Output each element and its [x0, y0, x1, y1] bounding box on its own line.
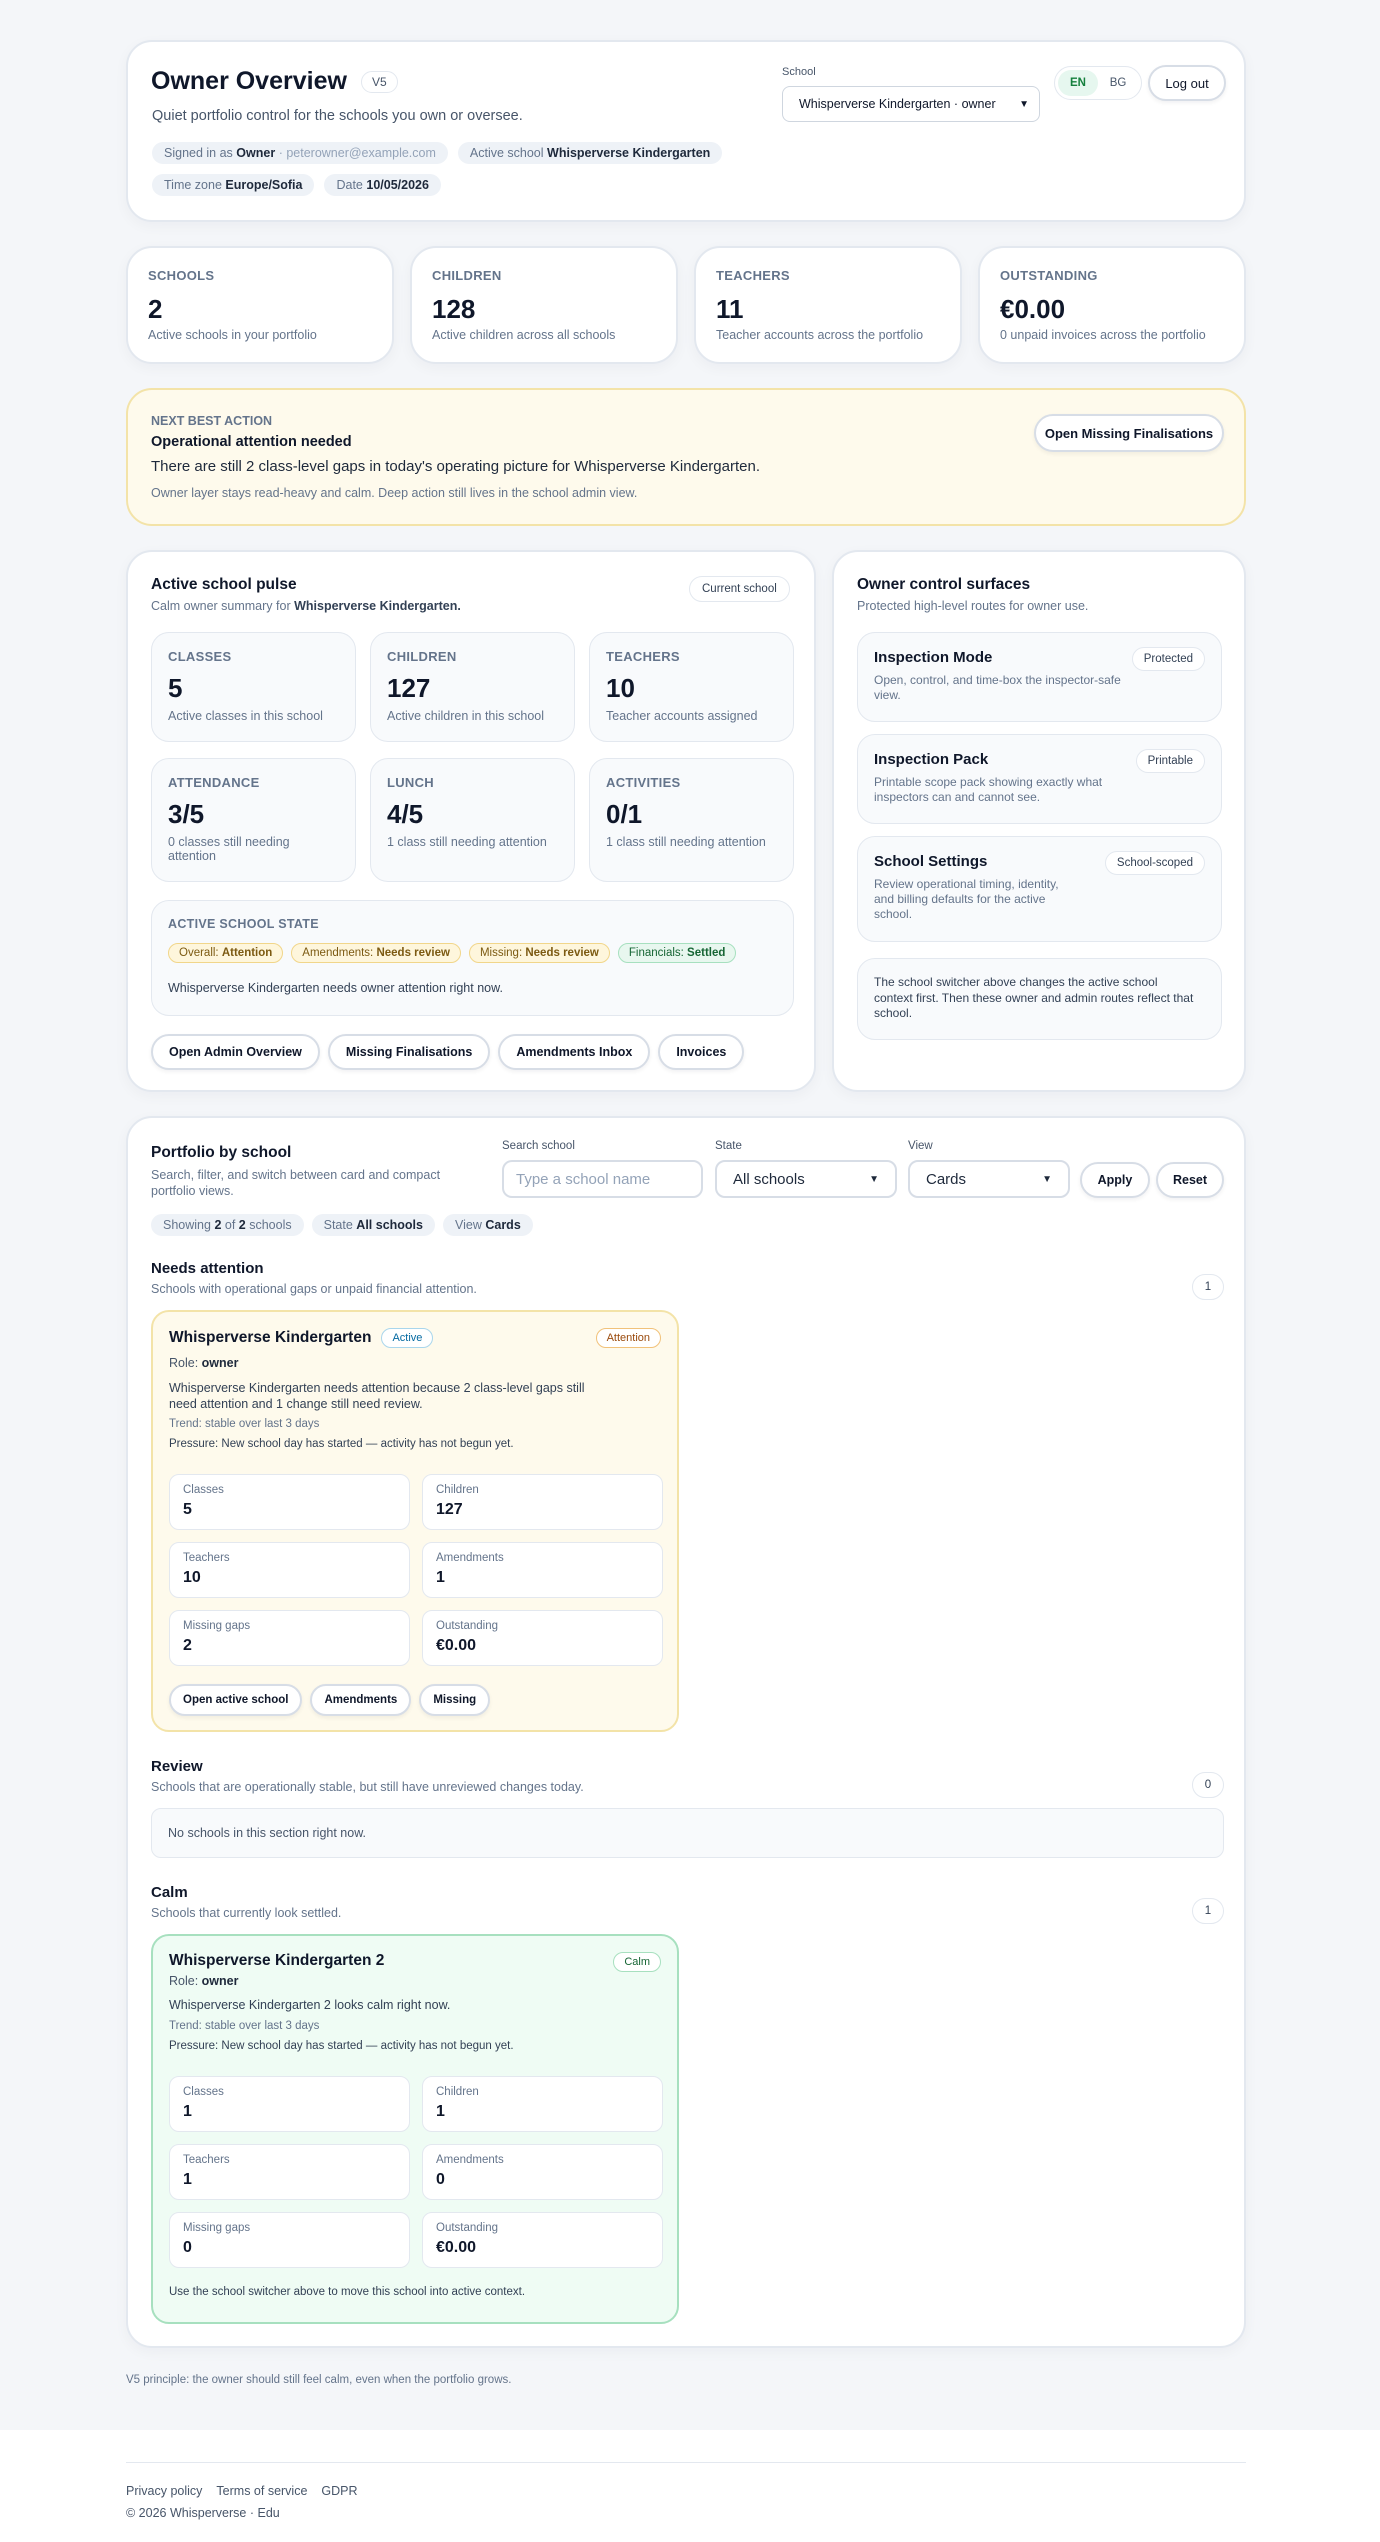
search-input[interactable]: Type a school name [502, 1160, 703, 1198]
control-school-settings[interactable]: School Settings Review operational timing, identity, and billing defaults for the active school. School-scoped [857, 836, 1222, 942]
section-count-review: 0 [1192, 1772, 1224, 1798]
stat-card-children: CHILDREN 128 Active children across all schools [410, 246, 678, 364]
section-count-attention: 1 [1192, 1274, 1224, 1300]
metric-box: Children 1 [422, 2076, 663, 2132]
control-inspection-pack[interactable]: Inspection Pack Printable scope pack showing exactly what inspectors can and cannot see. Printable [857, 734, 1222, 824]
chevron-down-icon: ▼ [869, 1173, 879, 1185]
missing-button[interactable]: Missing [419, 1684, 490, 1716]
lang-en-button[interactable]: EN [1058, 70, 1098, 96]
apply-button[interactable]: Apply [1080, 1162, 1150, 1198]
version-badge: V5 [361, 71, 398, 93]
school-card-whisperverse-2: Whisperverse Kindergarten 2 Calm Role: owner Whisperverse Kindergarten 2 looks calm right now. Trend: stable over last 3 days Pressure: New school day has started — activity has not begun yet. Classes 1 Children 1 Teachers 1 Amendments 0 Missing gaps 0 Outstanding €0.00 Use the school switcher above to move this school into active context. [151, 1934, 679, 2324]
school-scoped-badge: School-scoped [1105, 851, 1205, 875]
metric-box: Classes 1 [169, 2076, 410, 2132]
reset-button[interactable]: Reset [1156, 1162, 1224, 1198]
metric-box: Amendments 1 [422, 1542, 663, 1598]
gdpr-link[interactable]: GDPR [321, 2484, 358, 2498]
section-count-calm: 1 [1192, 1898, 1224, 1924]
state-tag-missing: Missing: Needs review [469, 943, 610, 963]
stat-card-outstanding: OUTSTANDING €0.00 0 unpaid invoices across the portfolio [978, 246, 1246, 364]
state-filter-pill: State All schools [312, 1214, 435, 1236]
metric-box: Children 127 [422, 1474, 663, 1530]
control-inspection-mode[interactable]: Inspection Mode Open, control, and time-box the inspector-safe view. Protected [857, 632, 1222, 722]
control-note: The school switcher above changes the active school context first. Then these owner and admin routes reflect that school. [857, 958, 1222, 1040]
active-school-state: ACTIVE SCHOOL STATE Overall: Attention Amendments: Needs review Missing: Needs review Financials: Settled Whisperverse Kindergarten needs owner attention right now. [151, 900, 794, 1016]
copyright: © 2026 Whisperverse · Edu [126, 2506, 280, 2520]
protected-badge: Protected [1132, 647, 1205, 671]
timezone-pill: Time zone Europe/Sofia [152, 174, 314, 196]
open-active-school-button[interactable]: Open active school [169, 1684, 302, 1716]
metric-box: Missing gaps 0 [169, 2212, 410, 2268]
logout-button[interactable]: Log out [1148, 65, 1226, 101]
metric-activities: ACTIVITIES 0/1 1 class still needing attention [589, 758, 794, 882]
state-select[interactable]: All schools ▼ [715, 1160, 897, 1198]
page-title: Owner Overview [151, 67, 347, 95]
metric-attendance: ATTENDANCE 3/5 0 classes still needing attention [151, 758, 356, 882]
metric-box: Outstanding €0.00 [422, 1610, 663, 1666]
school-select[interactable]: Whisperverse Kindergarten · owner ▼ [782, 86, 1040, 122]
terms-of-service-link[interactable]: Terms of service [216, 2484, 308, 2498]
metric-box: Outstanding €0.00 [422, 2212, 663, 2268]
section-title-review: Review [151, 1758, 203, 1775]
portfolio-card: Portfolio by school Search, filter, and switch between card and compact portfolio views. Search school Type a school name State All schools ▼ View Cards ▼ Apply Reset Showing 2 of 2 schools State All schools View Cards Needs attention Schools with operational gaps or unpaid financial attention. 1 Whisperverse Kindergarten Active Attention Role: owner Whisperverse Kindergarten needs attention because 2 class-level gaps still need attention and 1 change still need review. Trend: stable over last 3 days Pressure: New school day has started — activity has not begun yet. Classes 5 Children 127 Teachers 10 Amendments 1 Missing gaps 2 Outstanding €0.00 Open active school Amendments Missing Review Schools that are operationally stable, but still have unreviewed changes today. 0 No schools in this section right now. Calm Schools that currently look settled. 1 Whisperverse Kindergarten 2 Calm Role: owner Whisperverse Kindergarten 2 looks calm right now. Trend: stable over last 3 days Pressure: New school day has started — activity has not begun yet. Classes 1 Children 1 Teachers 1 Amendments 0 Missing gaps 0 Outstanding €0.00 Use the school switcher above to move this school into active context. [126, 1116, 1246, 2348]
metric-children: CHILDREN 127 Active children in this school [370, 632, 575, 742]
lang-bg-button[interactable]: BG [1109, 77, 1127, 89]
view-filter-pill: View Cards [443, 1214, 533, 1236]
state-tag-financials: Financials: Settled [618, 943, 737, 963]
missing-finalisations-button[interactable]: Missing Finalisations [328, 1034, 490, 1070]
stat-card-schools: SCHOOLS 2 Active schools in your portfolio [126, 246, 394, 364]
chevron-down-icon: ▼ [1042, 1173, 1052, 1185]
metric-box: Teachers 1 [169, 2144, 410, 2200]
school-select-label: School [782, 66, 816, 78]
open-missing-finalisations-button[interactable]: Open Missing Finalisations [1034, 414, 1224, 452]
language-switch [1054, 66, 1142, 100]
amendments-inbox-button[interactable]: Amendments Inbox [498, 1034, 650, 1070]
current-school-badge: Current school [689, 576, 790, 602]
metric-lunch: LUNCH 4/5 1 class still needing attention [370, 758, 575, 882]
open-admin-overview-button[interactable]: Open Admin Overview [151, 1034, 320, 1070]
date-pill: Date 10/05/2026 [324, 174, 440, 196]
footer-divider [126, 2462, 1246, 2463]
privacy-policy-link[interactable]: Privacy policy [126, 2484, 203, 2498]
state-tag-amendments: Amendments: Needs review [291, 943, 461, 963]
section-title-attention: Needs attention [151, 1260, 264, 1277]
showing-pill: Showing 2 of 2 schools [151, 1214, 304, 1236]
active-school-pill: Active school Whisperverse Kindergarten [458, 142, 722, 164]
principle-note: V5 principle: the owner should still feel calm, even when the portfolio grows. [126, 2374, 512, 2386]
metric-classes: CLASSES 5 Active classes in this school [151, 632, 356, 742]
metric-box: Missing gaps 2 [169, 1610, 410, 1666]
header-card [126, 40, 1246, 222]
active-status-badge: Active [381, 1328, 433, 1348]
attention-badge: Attention [596, 1328, 661, 1348]
owner-control-card: Owner control surfaces Protected high-level routes for owner use. Inspection Mode Open, control, and time-box the inspector-safe view. Protected Inspection Pack Printable scope pack showing exactly what inspectors can and cannot see. Printable School Settings Review operational timing, identity, and billing defaults for the active school. School-scoped The school switcher above changes the active school context first. Then these owner and admin routes reflect that school. [832, 550, 1246, 1092]
view-select[interactable]: Cards ▼ [908, 1160, 1070, 1198]
invoices-button[interactable]: Invoices [658, 1034, 744, 1070]
review-empty-state: No schools in this section right now. [151, 1808, 1224, 1858]
chevron-down-icon: ▼ [1019, 98, 1029, 110]
calm-badge: Calm [613, 1952, 661, 1972]
metric-teachers: TEACHERS 10 Teacher accounts assigned [589, 632, 794, 742]
metric-box: Classes 5 [169, 1474, 410, 1530]
printable-badge: Printable [1136, 749, 1205, 773]
section-title-calm: Calm [151, 1884, 188, 1901]
state-tag-overall: Overall: Attention [168, 943, 283, 963]
next-action-banner: NEXT BEST ACTION Operational attention needed There are still 2 class-level gaps in today's operating picture for Whisperverse Kindergarten. Owner layer stays read-heavy and calm. Deep action still lives in the school admin view. Open Missing Finalisations [126, 388, 1246, 526]
metric-box: Amendments 0 [422, 2144, 663, 2200]
school-card-whisperverse: Whisperverse Kindergarten Active Attention Role: owner Whisperverse Kindergarten needs attention because 2 class-level gaps still need attention and 1 change still need review. Trend: stable over last 3 days Pressure: New school day has started — activity has not begun yet. Classes 5 Children 127 Teachers 10 Amendments 1 Missing gaps 2 Outstanding €0.00 Open active school Amendments Missing [151, 1310, 679, 1732]
page-subtitle: Quiet portfolio control for the schools you own or oversee. [152, 108, 523, 124]
metric-box: Teachers 10 [169, 1542, 410, 1598]
active-school-pulse-card: Active school pulse Calm owner summary for Whisperverse Kindergarten. Current school CLASSES 5 Active classes in this school CHILDREN 127 Active children in this school TEACHERS 10 Teacher accounts assigned ATTENDANCE 3/5 0 classes still needing attention LUNCH 4/5 1 class still needing attention ACTIVITIES 0/1 1 class still needing attention ACTIVE SCHOOL STATE Overall: Attention Amendments: Needs review Missing: Needs review Financials: Settled Whisperverse Kindergarten needs owner attention right now. Open Admin Overview Missing Finalisations Amendments Inbox Invoices [126, 550, 816, 1092]
amendments-button[interactable]: Amendments [310, 1684, 411, 1716]
footer [0, 2430, 1380, 2542]
stat-card-teachers: TEACHERS 11 Teacher accounts across the portfolio [694, 246, 962, 364]
signed-in-pill: Signed in as Owner · peterowner@example.com [152, 142, 448, 164]
